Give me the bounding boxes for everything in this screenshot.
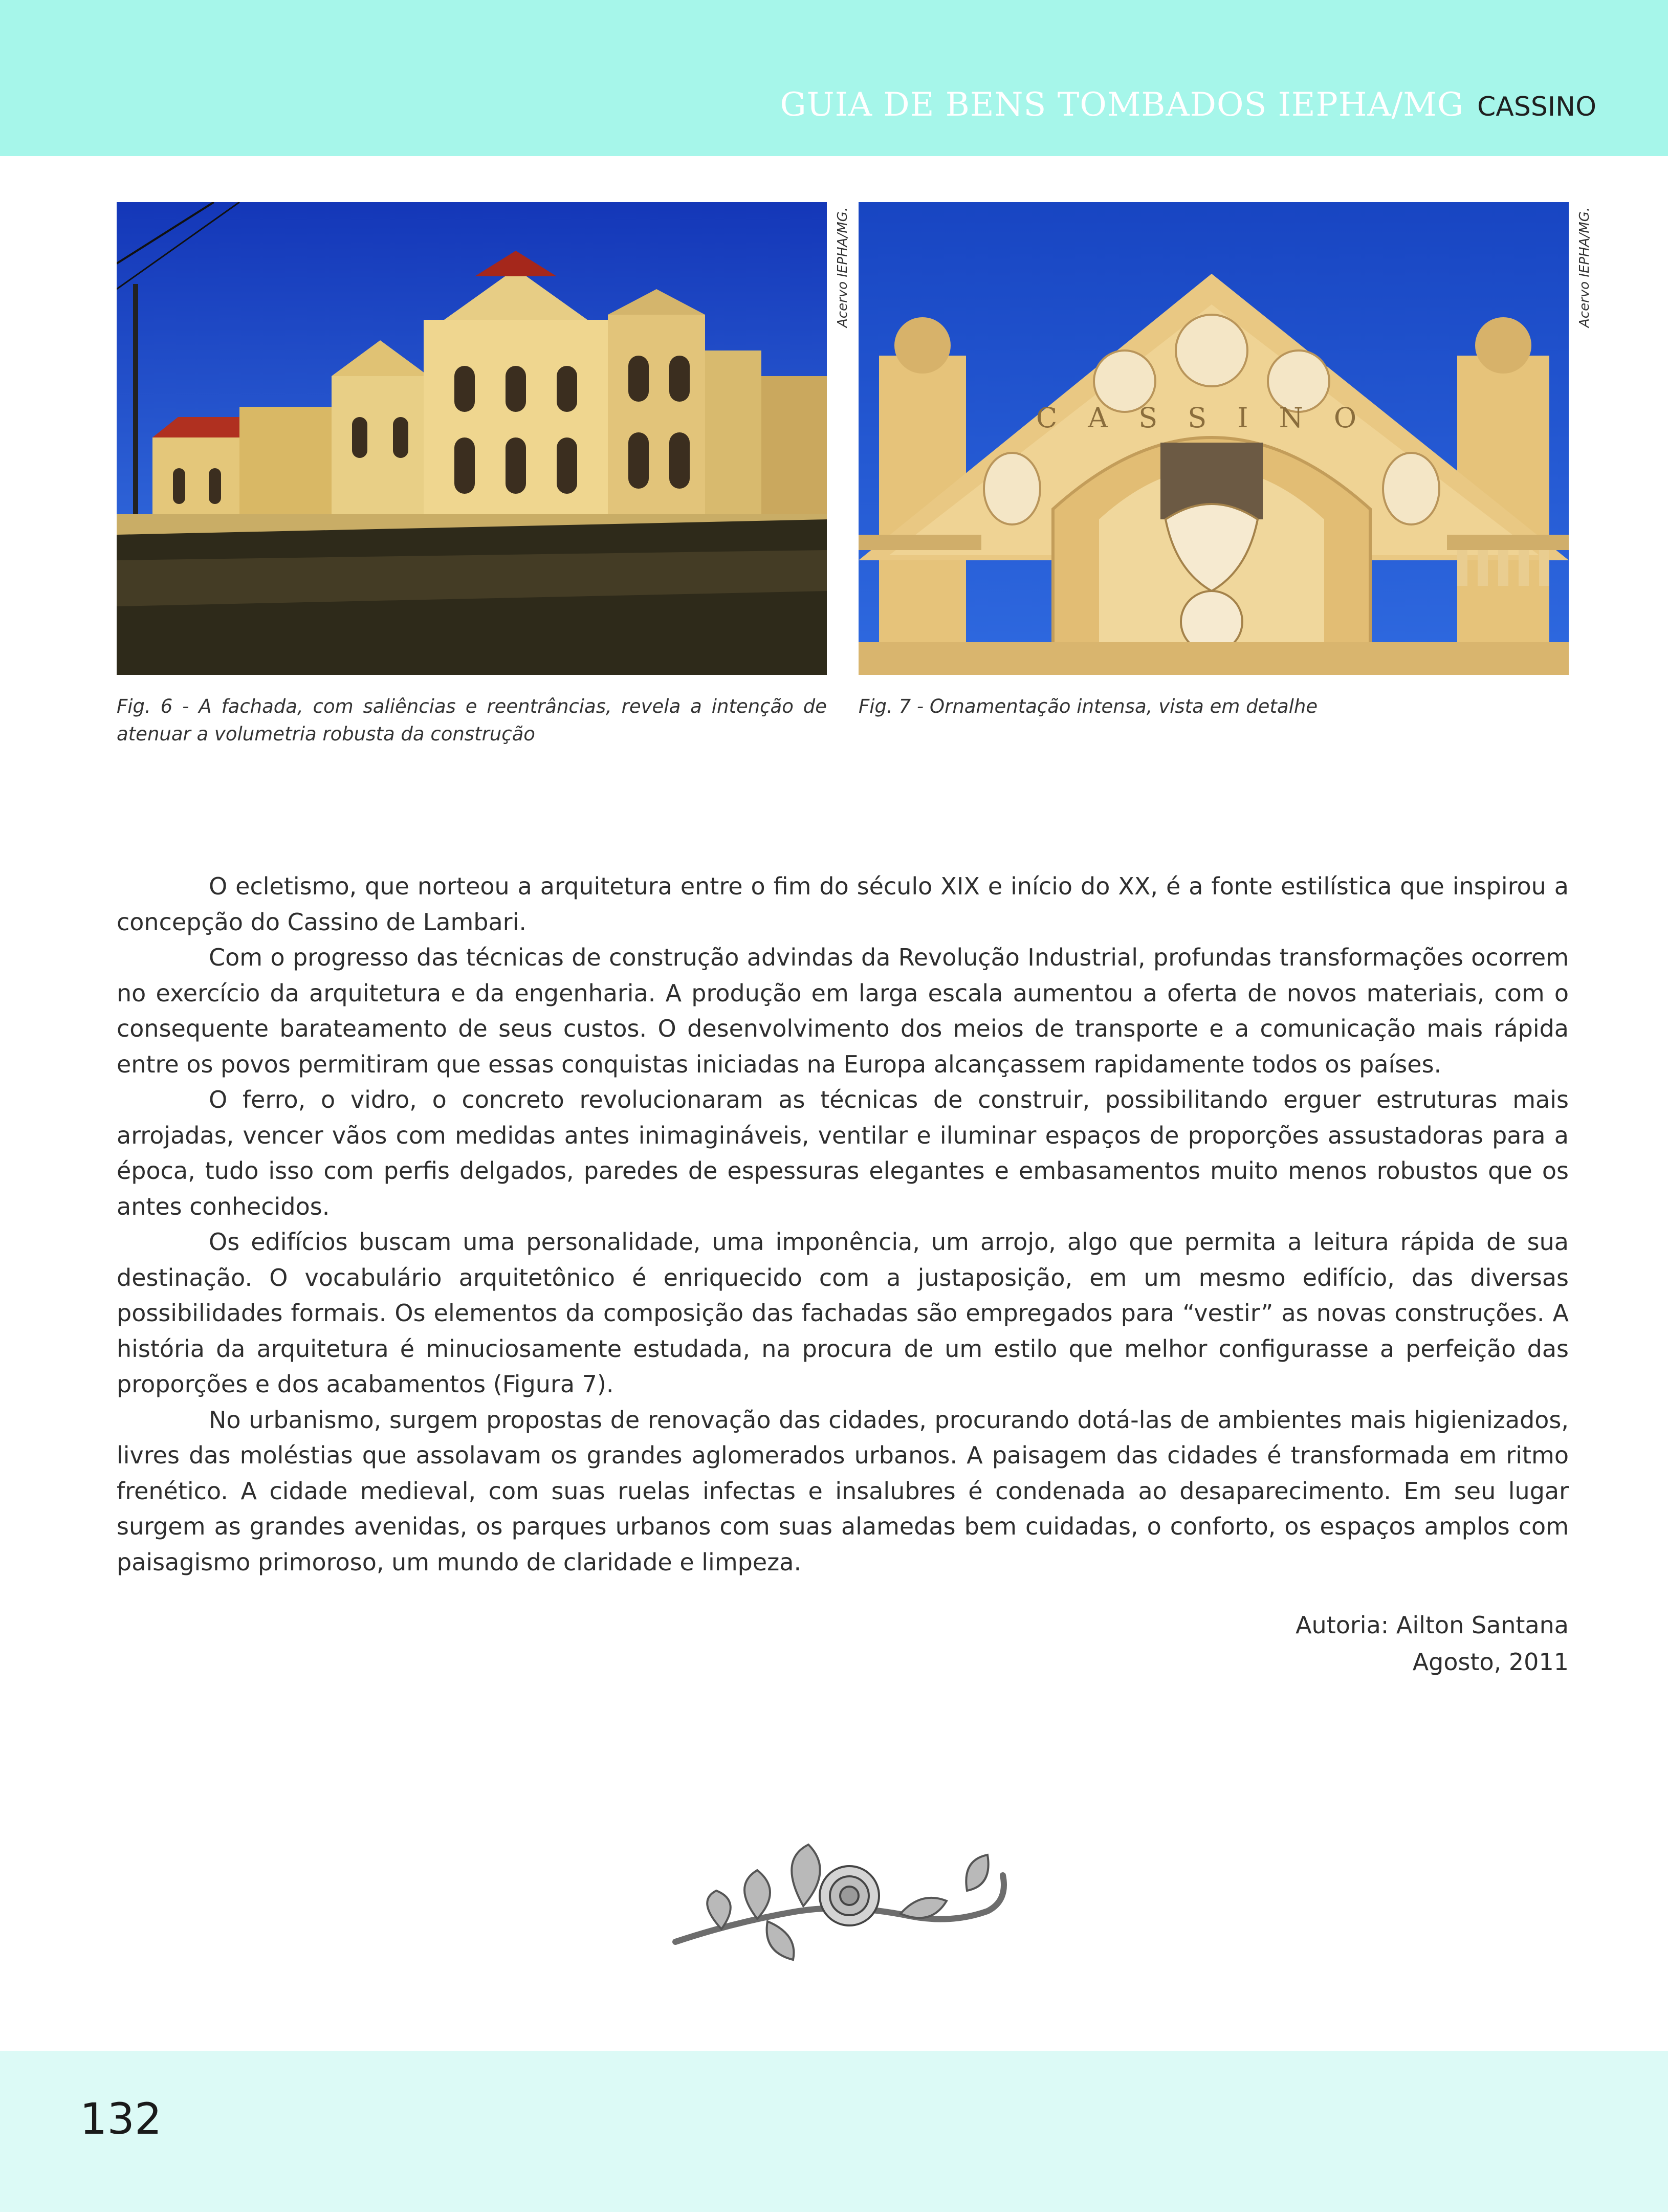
paragraph: O ferro, o vidro, o concreto revolucionaram as técnicas de construir, possibilitando erguer estruturas mais arrojadas, vencer vãos com medidas antes inimagináveis, ventilar e iluminar espaços de proporções assustadoras para a época, tudo isso com perfis delgados, paredes de espessuras elegantes e embasamentos muito menos robustos que os antes conhecidos. [117,1086,1569,1220]
figure-7-caption: Fig. 7 - Ornamentação intensa, vista em detalhe [859,695,1318,717]
paragraph: O ecletismo, que norteou a arquitetura entre o fim do século XIX e início do XX, é a fonte estilística que inspirou a concepção do Cassino de Lambari. [117,872,1569,936]
figure-7-photo [859,202,1569,675]
pediment-lettering: CASSINO [1036,402,1388,434]
article-body [117,869,1569,1580]
author-signature [1296,1607,1569,1680]
section-title: CASSINO [1477,92,1596,122]
paragraph: Com o progresso das técnicas de construção advindas da Revolução Industrial, profundas transformações ocorrem no exercício da arquitetura e da engenharia. A produção em larga escala aumentou a oferta de novos materiais, com o consequente barateamento de seus custos. O desenvolvimento dos meios de transporte e a comunicação mais rápida entre os povos permitiram que essas conquistas iniciadas na Europa alcançassem rapidamente todos os países. [117,944,1569,1078]
page-number: 132 [80,2094,162,2144]
series-title: GUIA DE BENS TOMBADOS IEPHA/MG [780,86,1464,124]
figure-6-photo [117,202,827,675]
running-header [780,86,1597,124]
page-footer-band [0,2051,1668,2212]
figure-7-credit: Acervo IEPHA/MG. [1577,207,1592,327]
paragraph: No urbanismo, surgem propostas de renovação das cidades, procurando dotá-las de ambientes mais higienizados, livres das moléstias que assolavam os grandes aglomerados urbanos. A paisagem das cidades é transformada em ritmo frenético. A cidade medieval, com suas ruelas infectas e insalubres é condenada ao desaparecimento. Em seu lugar surgem as grandes avenidas, os parques urbanos com suas alamedas bem cuidadas, o conforto, os espaços amplos com paisagismo primoroso, um mundo de claridade e limpeza. [117,1406,1569,1576]
figure-6-caption: Fig. 6 - A fachada, com saliências e reentrâncias, revela a intenção de atenuar a volumetria robusta da construção [117,695,827,745]
figure-6-credit: Acervo IEPHA/MG. [835,207,850,327]
date-line: Agosto, 2011 [1412,1648,1569,1676]
page-header-band [0,0,1668,156]
author-line: Autoria: Ailton Santana [1296,1611,1569,1639]
rose-ornament-icon [634,1814,1044,1967]
paragraph: Os edifícios buscam uma personalidade, uma imponência, um arrojo, algo que permita a leitura rápida de sua destinação. O vocabulário arquitetônico é enriquecido com a justaposição, em um mesmo edifício, das diversas possibilidades formais. Os elementos da composição das fachadas são empregados para “vestir” as novas construções. A história da arquitetura é minuciosamente estudada, na procura de um estilo que melhor configurasse a perfeição das proporções e dos acabamentos (Figura 7). [117,1228,1569,1398]
